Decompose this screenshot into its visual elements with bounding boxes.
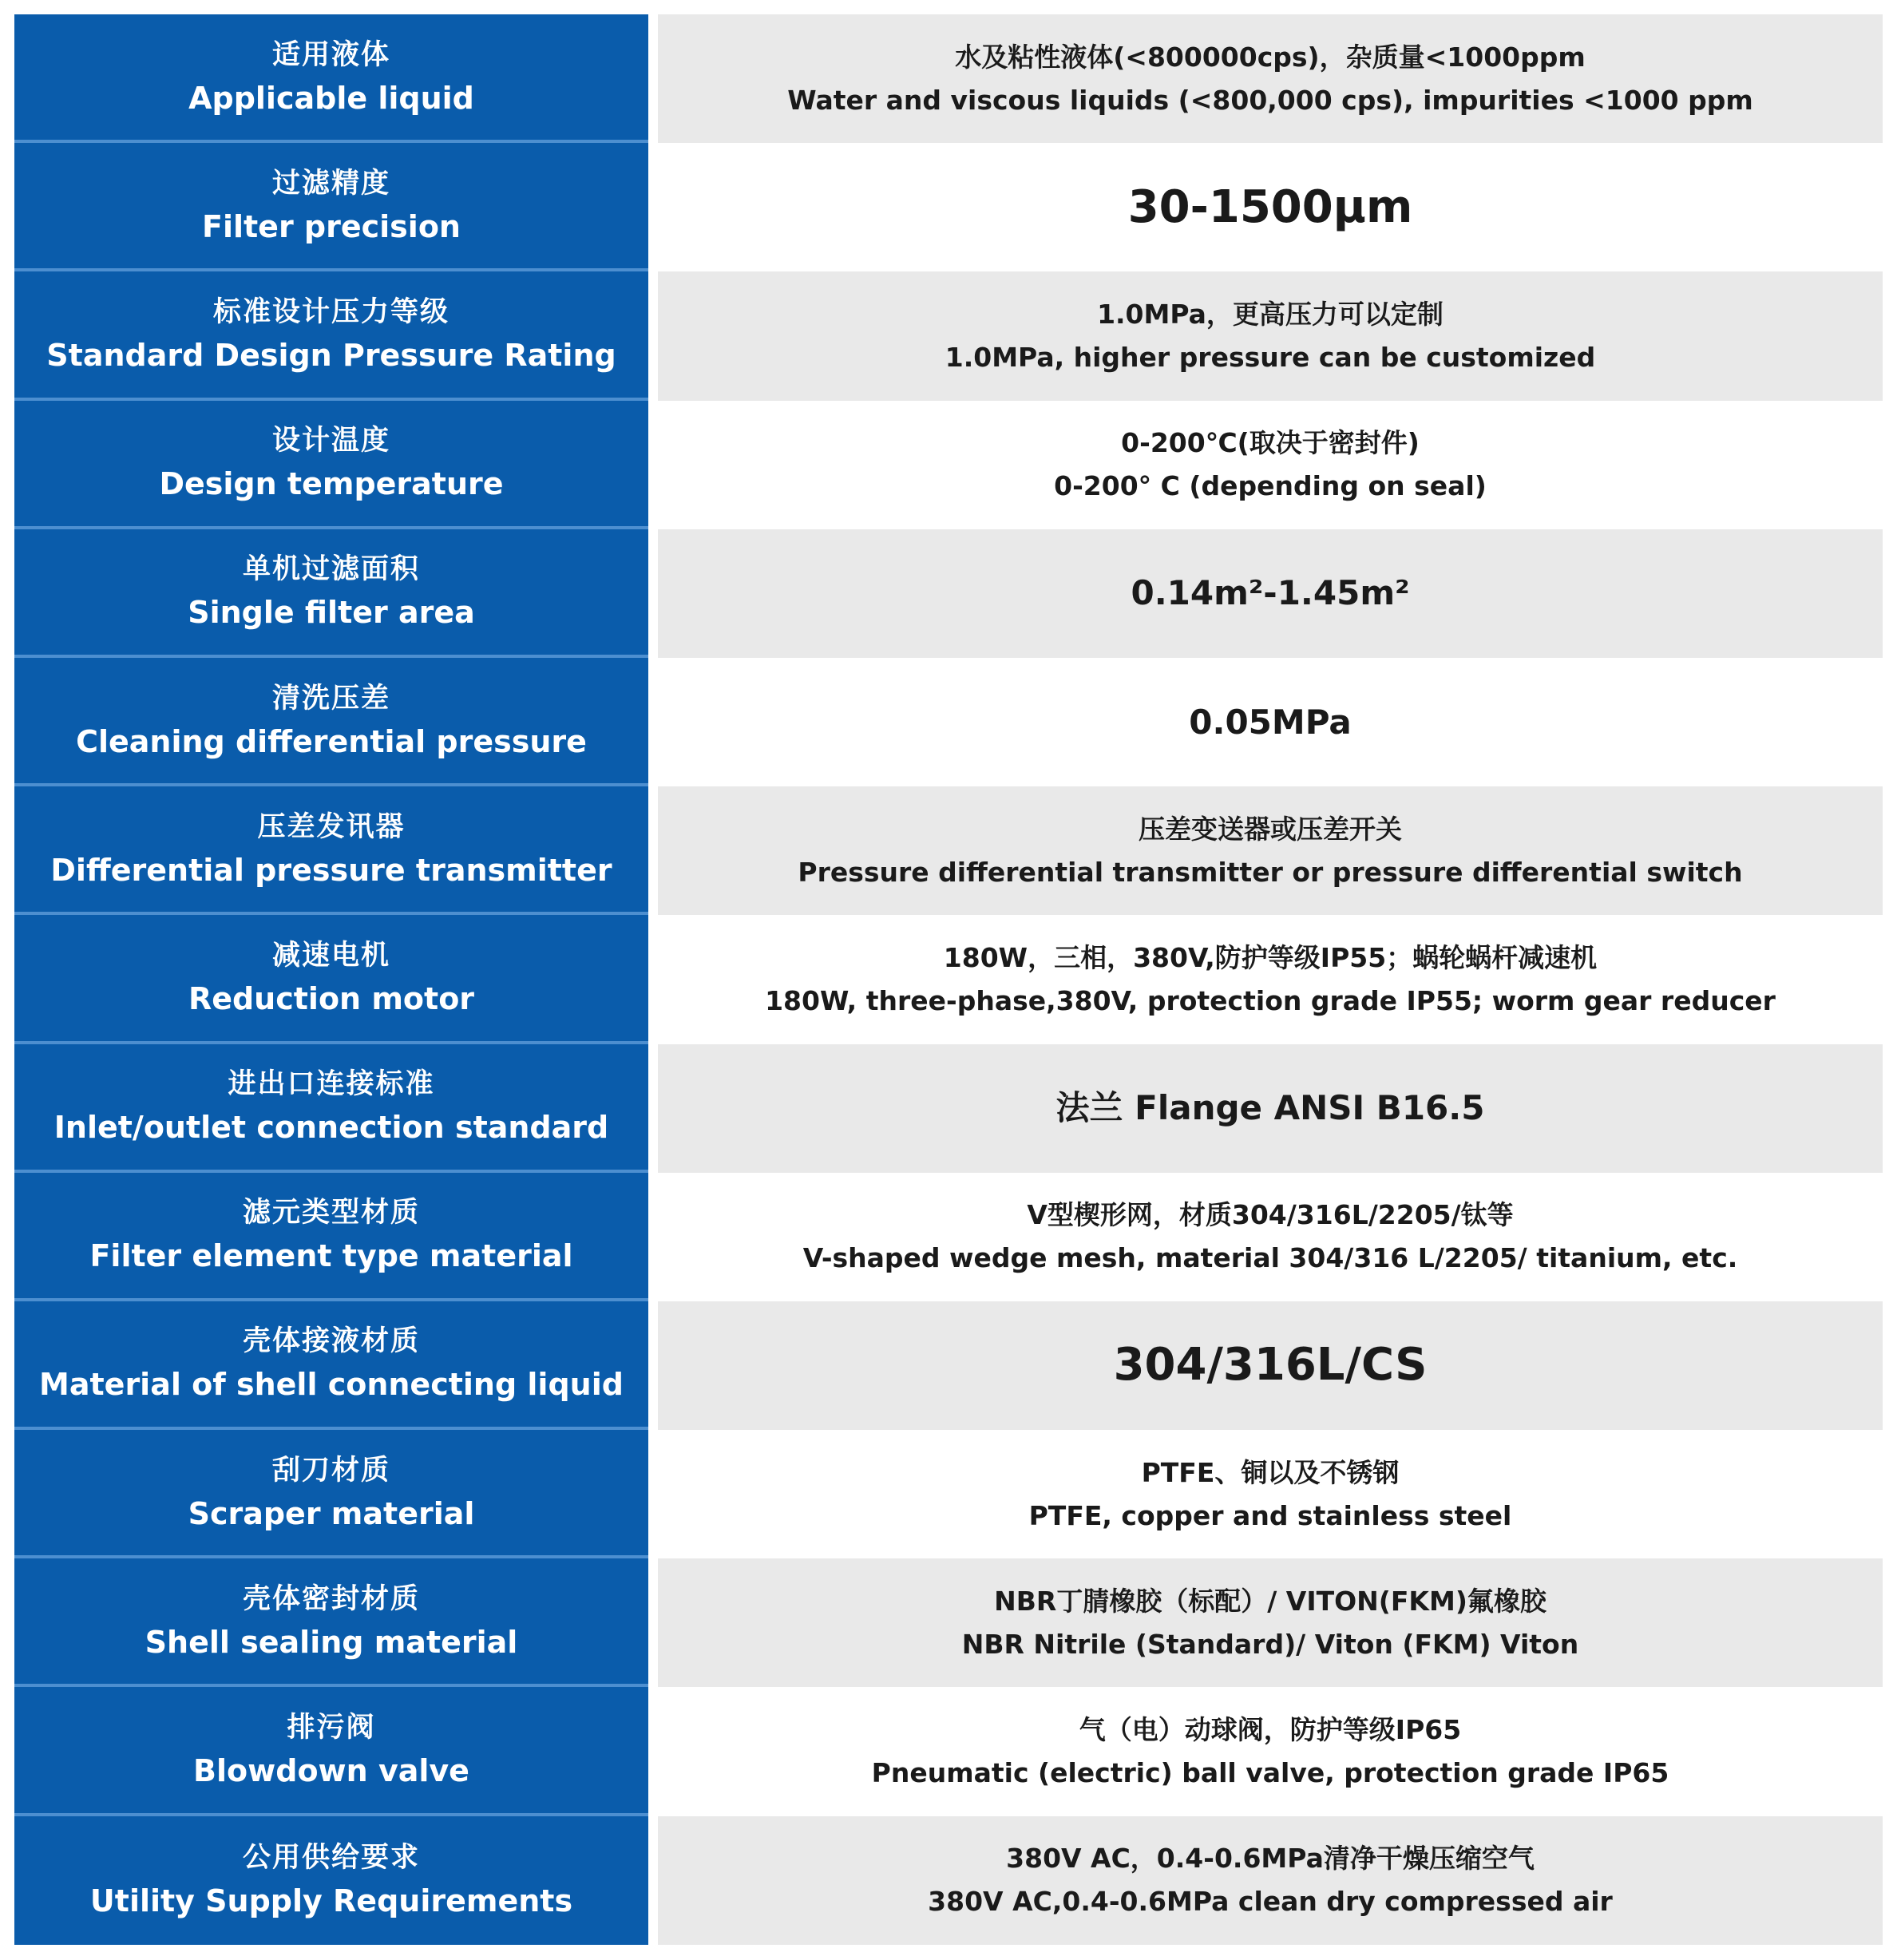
label-en: Blowdown valve [193,1753,469,1789]
value-zh: 压差变送器或压差开关 [1139,813,1402,845]
row-label [14,1044,648,1173]
value-zh: NBR丁腈橡胶（标配）/ VITON(FKM)氟橡胶 [994,1585,1547,1617]
label-en: Filter element type material [89,1238,573,1274]
label-en: Standard Design Pressure Rating [46,337,616,373]
value-en: V-shaped wedge mesh, material 304/316 L/2205/ titanium, etc. [802,1242,1738,1274]
row-label [14,658,648,786]
table-row [14,786,1883,915]
value-en: 1.0MPa, higher pressure can be customized [945,341,1596,373]
table-row [14,529,1883,658]
label-zh: 设计温度 [271,425,390,457]
label-en: Cleaning differential pressure [76,723,587,759]
row-value [658,1816,1883,1945]
row-value [658,786,1883,915]
row-value [658,1430,1883,1558]
label-zh: 标准设计压力等级 [212,295,449,328]
row-label [14,14,648,143]
label-zh: 进出口连接标准 [228,1068,435,1101]
row-label [14,143,648,271]
label-en: Reduction motor [188,980,475,1016]
label-zh: 适用液体 [271,38,390,71]
row-value [658,529,1883,658]
row-label [14,271,648,400]
label-en: Design temperature [159,466,504,502]
label-zh: 壳体接液材质 [242,1325,420,1358]
table-row [14,1816,1883,1945]
table-row [14,1687,1883,1815]
table-row [14,1044,1883,1173]
label-en: Material of shell connecting liquid [39,1367,624,1403]
value-single: 30-1500μm [1127,180,1413,233]
table-row [14,143,1883,271]
table-row [14,401,1883,529]
value-en: PTFE, copper and stainless steel [1028,1499,1512,1531]
row-value [658,658,1883,786]
row-value [658,1558,1883,1687]
value-zh: 气（电）动球阀，防护等级IP65 [1079,1714,1462,1746]
table-row [14,915,1883,1043]
value-single: 304/316L/CS [1113,1339,1428,1392]
spec-table [14,14,1883,1945]
label-en: Scraper material [188,1495,475,1531]
label-zh: 壳体密封材质 [242,1582,420,1615]
label-en: Filter precision [202,208,461,244]
label-zh: 清洗压差 [271,682,390,715]
value-zh: V型楔形网，材质304/316L/2205/钛等 [1027,1199,1514,1231]
row-label [14,1173,648,1301]
value-zh: 380V AC，0.4-0.6MPa清净干燥压缩空气 [1006,1843,1535,1875]
table-row [14,271,1883,400]
row-label [14,786,648,915]
value-en: 180W, three-phase,380V, protection grade IP55; worm gear reducer [765,984,1776,1016]
value-zh: 0-200℃(取决于密封件) [1121,427,1420,459]
table-row [14,14,1883,143]
row-value [658,14,1883,143]
row-label [14,1430,648,1558]
row-label [14,915,648,1043]
label-zh: 公用供给要求 [242,1842,420,1875]
value-en: 0-200° C (depending on seal) [1054,470,1487,502]
label-zh: 单机过滤面积 [242,553,420,586]
row-value [658,1173,1883,1301]
row-label [14,1558,648,1687]
label-zh: 刮刀材质 [271,1454,390,1487]
table-row [14,1301,1883,1430]
label-zh: 减速电机 [271,939,390,972]
row-label [14,529,648,658]
table-row [14,1173,1883,1301]
value-zh: PTFE、铜以及不锈钢 [1141,1456,1400,1488]
row-value [658,1687,1883,1815]
label-en: Single filter area [188,595,475,631]
label-zh: 滤元类型材质 [242,1197,420,1229]
row-value [658,401,1883,529]
label-en: Applicable liquid [188,80,474,116]
value-en: Pneumatic (electric) ball valve, protection grade IP65 [871,1757,1669,1789]
value-single: 0.05MPa [1189,702,1352,742]
row-value [658,271,1883,400]
row-value [658,1044,1883,1173]
label-en: Utility Supply Requirements [89,1883,573,1919]
label-zh: 排污阀 [287,1712,376,1744]
table-row [14,1430,1883,1558]
label-zh: 压差发讯器 [257,810,406,843]
value-single: 0.14m²-1.45m² [1131,573,1410,613]
label-zh: 过滤精度 [271,167,390,200]
value-single: 法兰 Flange ANSI B16.5 [1055,1088,1485,1128]
table-row [14,1558,1883,1687]
row-value [658,143,1883,271]
table-row [14,658,1883,786]
row-label [14,1687,648,1815]
row-value [658,1301,1883,1430]
row-label [14,401,648,529]
label-en: Inlet/outlet connection standard [53,1110,609,1146]
value-en: 380V AC,0.4-0.6MPa clean dry compressed air [928,1886,1613,1918]
row-label [14,1301,648,1430]
label-en: Differential pressure transmitter [50,852,612,888]
row-label [14,1816,648,1945]
label-en: Shell sealing material [145,1624,518,1660]
value-en: NBR Nitrile (Standard)/ Viton (FKM) Viton [961,1628,1579,1660]
row-value [658,915,1883,1043]
value-en: Water and viscous liquids (<800,000 cps), impurities <1000 ppm [787,84,1753,116]
value-en: Pressure differential transmitter or pressure differential switch [798,856,1743,888]
value-zh: 1.0MPa，更高压力可以定制 [1097,298,1444,330]
value-zh: 水及粘性液体(<800000cps)，杂质量<1000ppm [955,41,1586,73]
value-zh: 180W，三相，380V,防护等级IP55；蜗轮蜗杆减速机 [943,941,1598,973]
